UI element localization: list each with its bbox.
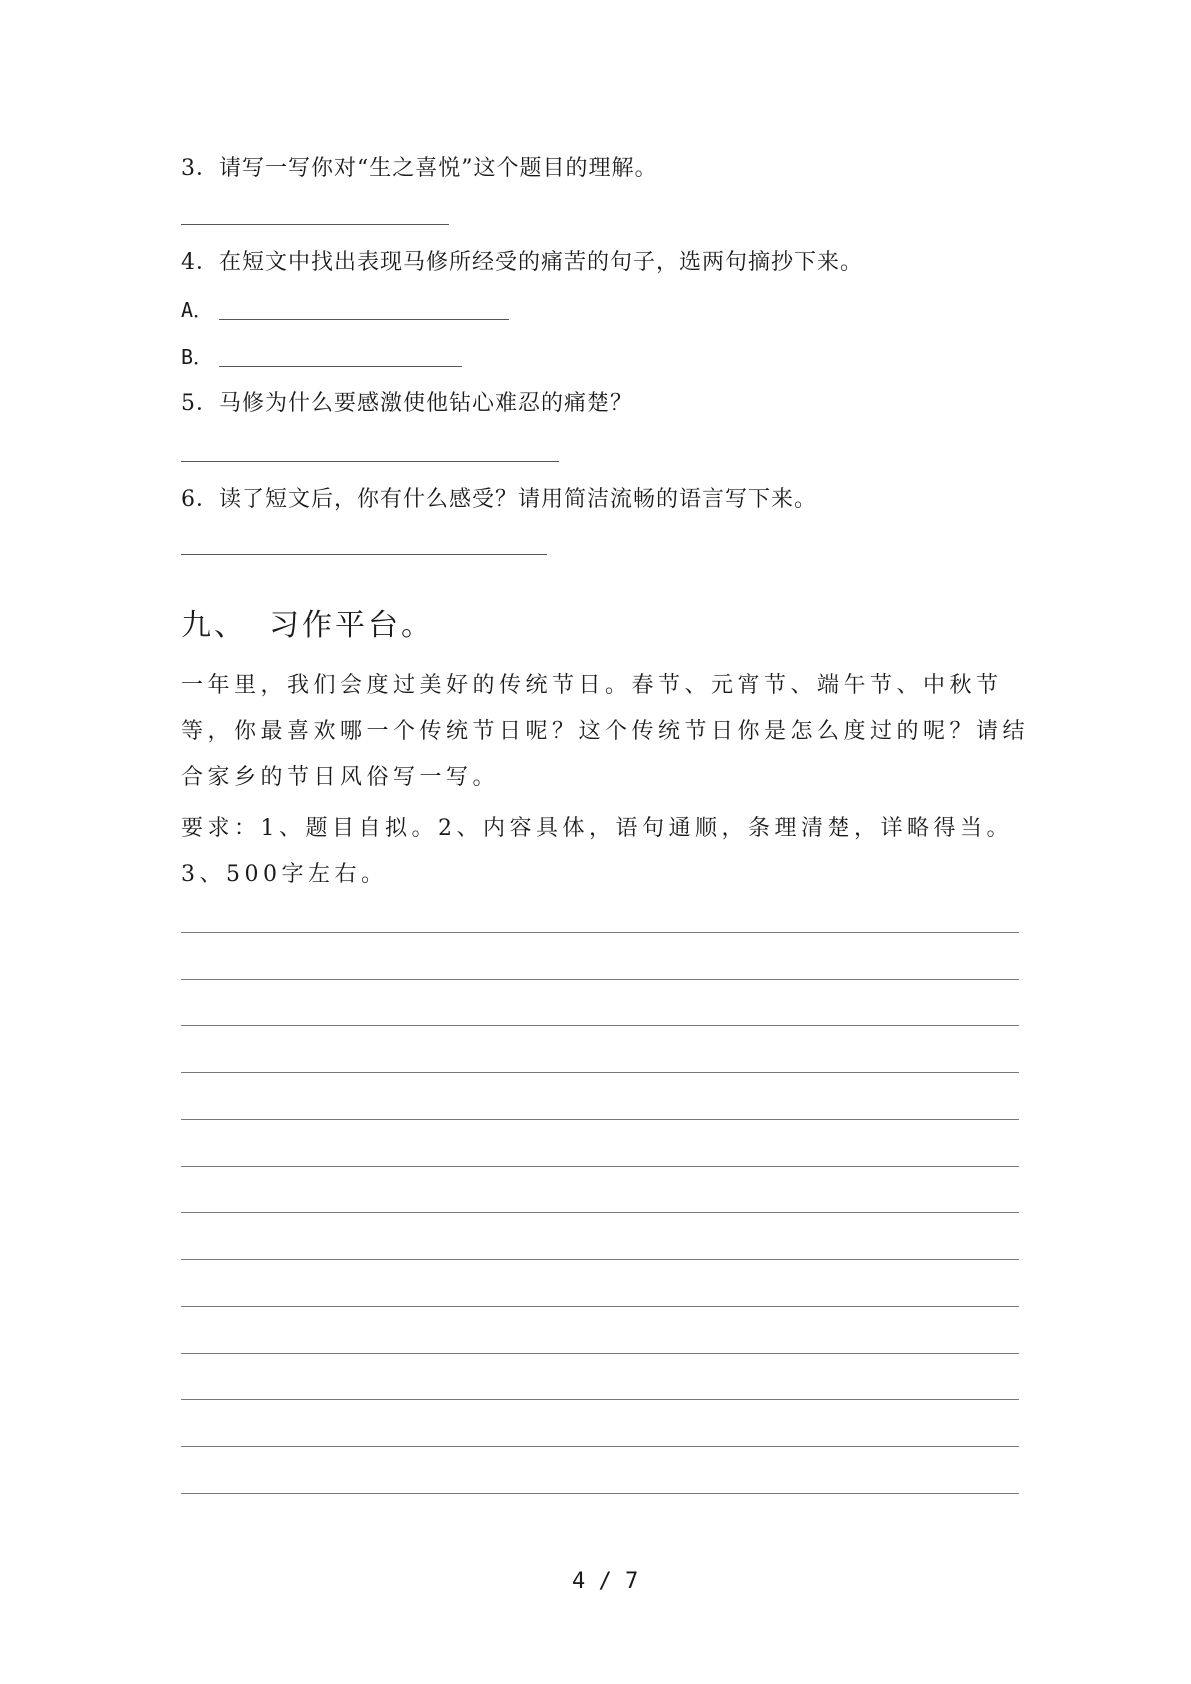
answer-line-q4-b[interactable] <box>219 366 462 367</box>
question-6: 6．读了短文后，你有什么感受？请用简洁流畅的语言写下来。 <box>181 487 817 512</box>
writing-line[interactable] <box>181 1212 1019 1213</box>
writing-line[interactable] <box>181 1166 1019 1167</box>
section-heading <box>181 606 434 646</box>
writing-line[interactable] <box>181 979 1019 980</box>
writing-prompt: 一年里，我们会度过美好的传统节日。春节、元宵节、端午节、中秋节等，你最喜欢哪一个传统节日呢？这个传统节日你是怎么度过的呢？请结合家乡的节日风俗写一写。 <box>181 673 1030 790</box>
writing-line[interactable] <box>181 1119 1019 1120</box>
question-5: 5．马修为什么要感激使他钻心难忍的痛楚？ <box>181 391 633 416</box>
answer-line-q4-a[interactable] <box>219 319 509 320</box>
writing-line[interactable] <box>181 932 1019 933</box>
writing-line[interactable] <box>181 1025 1019 1026</box>
answer-line-q6[interactable] <box>181 554 547 555</box>
question-3: 3．请写一写你对“生之喜悦”这个题目的理解。 <box>181 156 658 181</box>
writing-line[interactable] <box>181 1259 1019 1260</box>
section-title: 习作平台。 <box>269 608 434 643</box>
writing-line[interactable] <box>181 1072 1019 1073</box>
answer-line-q5[interactable] <box>181 461 559 462</box>
writing-line[interactable] <box>181 1306 1019 1307</box>
page-number: 4 / 7 <box>572 1569 639 1594</box>
option-a-label: A． <box>181 298 214 322</box>
section-number: 九、 <box>181 608 247 643</box>
writing-line[interactable] <box>181 1353 1019 1354</box>
question-4: 4．在短文中找出表现马修所经受的痛苦的句子，选两句摘抄下来。 <box>181 250 863 275</box>
writing-line[interactable] <box>181 1399 1019 1400</box>
answer-line-q3[interactable] <box>181 224 449 225</box>
writing-line[interactable] <box>181 1493 1019 1494</box>
writing-line[interactable] <box>181 1446 1019 1447</box>
writing-requirements: 要求：1、题目自拟。2、内容具体，语句通顺，条理清楚，详略得当。3、500字左右。 <box>181 816 1013 887</box>
option-b-label: B． <box>181 345 214 369</box>
